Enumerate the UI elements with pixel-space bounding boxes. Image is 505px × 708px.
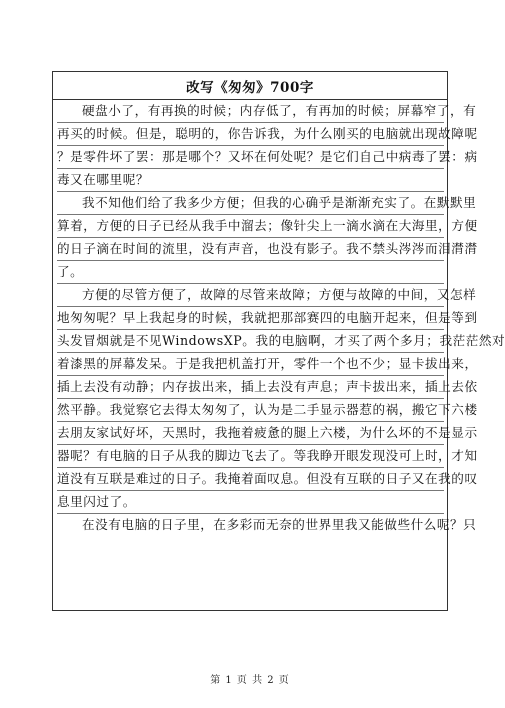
text-line: 道没有互联是难过的日子。我掩着面叹息。但没有互联的日子又在我的叹 (57, 468, 444, 491)
text-line: 地匆匆呢？早上我起身的时候，我就把那部赛四的电脑开起来，但是等到 (57, 307, 444, 330)
document-title: 改写《匆匆》700字 (53, 72, 447, 100)
text-line: 息里闪过了。 (57, 491, 444, 514)
text-line: 硬盘小了，有再换的时候；内存低了，有再加的时候；屏幕窄了，有 (57, 100, 444, 123)
text-line: ？是零件坏了罢：那是哪个？又坏在何处呢？是它们自己中病毒了罢：病 (57, 146, 444, 169)
page-footer: 第 1 页 共 2 页 (210, 675, 290, 686)
text-line: 去朋友家试好坏，天黑时，我拖着疲惫的腿上六楼，为什么坏的不是显示 (57, 422, 444, 445)
text-line: 我不知他们给了我多少方便；但我的心确乎是渐渐充实了。在默默里 (57, 192, 444, 215)
text-line: 器呢？有电脑的日子从我的脚边飞去了。等我睁开眼发现没可上时，才知 (57, 445, 444, 468)
text-line: 毒又在哪里呢？ (57, 169, 444, 192)
document-frame (52, 71, 505, 611)
text-line: 着漆黑的屏幕发呆。于是我把机盖打开，零件一个也不少；显卡拔出来， (57, 353, 444, 376)
text-line: 然平静。我觉察它去得太匆匆了，认为是二手显示器惹的祸，搬它下六楼 (57, 399, 444, 422)
text-line: 头发冒烟就是不见WindowsXP。我的电脑啊，才买了两个多月；我茫茫然对 (57, 330, 444, 353)
text-line: 方便的尽管方便了，故障的尽管来故障；方便与故障的中间，又怎样 (57, 284, 444, 307)
document-body (53, 100, 505, 537)
text-line: 的日子滴在时间的流里，没有声音，也没有影子。我不禁头涔涔而泪潸潸 (57, 238, 444, 261)
text-line: 在没有电脑的日子里，在多彩而无奈的世界里我又能做些什么呢？只 (82, 517, 477, 532)
text-line: 再买的时候。但是，聪明的，你告诉我，为什么刚买的电脑就出现故障呢 (57, 123, 444, 146)
text-line: 插上去没有动静；内存拔出来，插上去没有声息；声卡拔出来，插上去依 (57, 376, 444, 399)
text-line: 了。 (57, 261, 444, 284)
text-line: 算着，方便的日子已经从我手中溜去；像针尖上一滴水滴在大海里，方便 (57, 215, 444, 238)
